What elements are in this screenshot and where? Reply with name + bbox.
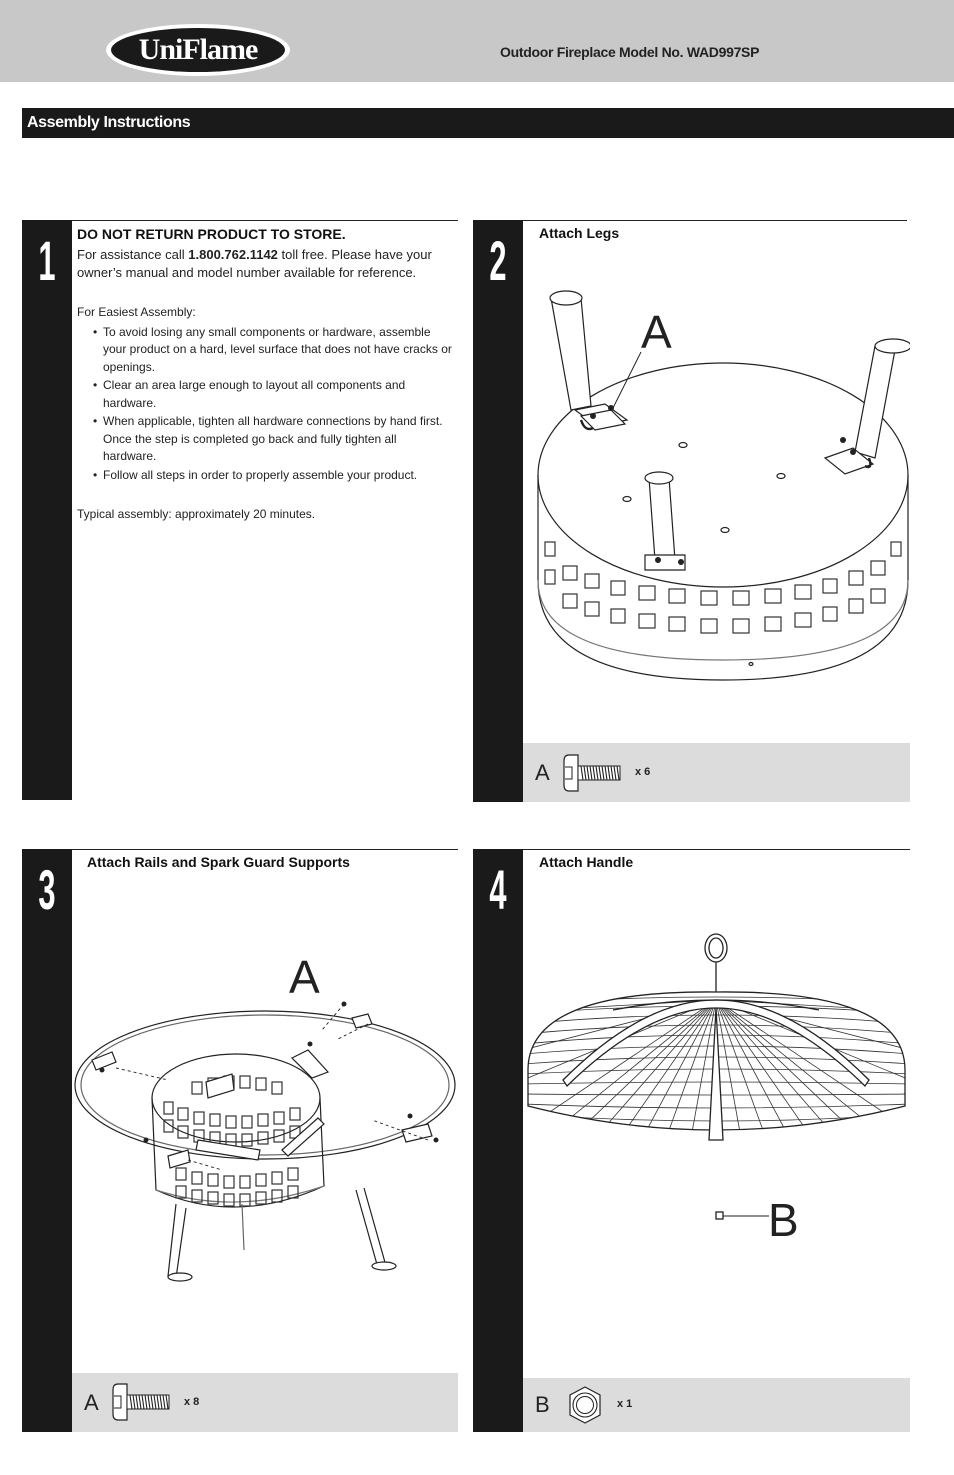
rails-spark-guard-illustration: [72, 990, 458, 1290]
step-4-rule: [523, 849, 910, 850]
step-4-part-letter: B: [535, 1392, 550, 1417]
tip-item: • Follow all steps in order to properly assemble your product.: [93, 467, 418, 482]
step-2-number-column: [473, 220, 523, 802]
step-4-number: 4: [489, 858, 507, 921]
bolt-icon: [112, 1382, 172, 1422]
easiest-heading: For Easiest Assembly:: [77, 305, 196, 319]
model-number: Outdoor Fireplace Model No. WAD997SP: [500, 44, 760, 60]
assist-suffix: toll free. Please have your owner’s manual and model number available for reference.: [77, 247, 432, 280]
step-4-number-column: [473, 849, 523, 1432]
fire-bowl-legs-illustration: [523, 280, 910, 690]
step-2-title: Attach Legs: [539, 225, 620, 241]
step-3-number: 3: [38, 858, 56, 921]
spark-screen-handle-illustration: [523, 930, 910, 1230]
step-4-parts-bar: [523, 1378, 910, 1432]
warning-text: DO NOT RETURN PRODUCT TO STORE.: [77, 226, 346, 242]
tip-item: • Clear an area large enough to layout all components and hardware.: [93, 378, 406, 410]
step-4-title: Attach Handle: [539, 854, 634, 870]
step-1-rule: [72, 220, 458, 221]
step-4-part-qty: x 1: [617, 1398, 633, 1410]
uniflame-logo: [104, 22, 292, 78]
assembly-tips-list: [77, 324, 452, 485]
step-1-text: [77, 225, 452, 524]
step-2-part-qty: x 6: [635, 766, 651, 778]
phone-number: 1.800.762.1142: [188, 247, 278, 262]
step-3-part-letter: A: [84, 1390, 99, 1415]
step-2-number: 2: [489, 229, 507, 292]
tip-item: • To avoid losing any small components or hardware, assemble your product on a hard, level surface that does not have cracks or openings.: [93, 324, 452, 374]
page-header: [0, 0, 954, 82]
typical-assembly-time: Typical assembly: approximately 20 minutes.: [77, 507, 316, 521]
bolt-icon: [563, 753, 623, 793]
assist-prefix: For assistance call: [77, 247, 189, 262]
step-2-part-letter: A: [535, 760, 550, 785]
step-1-number: 1: [38, 229, 56, 292]
step-3-parts-bar: [72, 1373, 458, 1432]
assistance-paragraph: [77, 246, 452, 282]
step-2-rule: [523, 220, 907, 221]
step-2-callout: A: [641, 306, 672, 358]
step-3-title: Attach Rails and Spark Guard Supports: [87, 854, 350, 870]
section-bar: [22, 108, 954, 138]
step-2-parts-bar: [523, 743, 910, 802]
tip-item: • When applicable, tighten all hardware connections by hand first. Once the step is completed go back and fully tighten all hardware.: [93, 414, 443, 463]
brand-name: UniFlame: [138, 33, 258, 66]
step-3-part-qty: x 8: [184, 1396, 200, 1408]
section-title: Assembly Instructions: [27, 114, 191, 131]
step-4-callout: B: [768, 1194, 799, 1246]
step-3-rule: [72, 849, 458, 850]
step-3-callout: A: [289, 951, 320, 1003]
step-1-number-column: [22, 220, 72, 800]
step-3-number-column: [22, 849, 72, 1432]
nut-icon: [565, 1385, 605, 1425]
